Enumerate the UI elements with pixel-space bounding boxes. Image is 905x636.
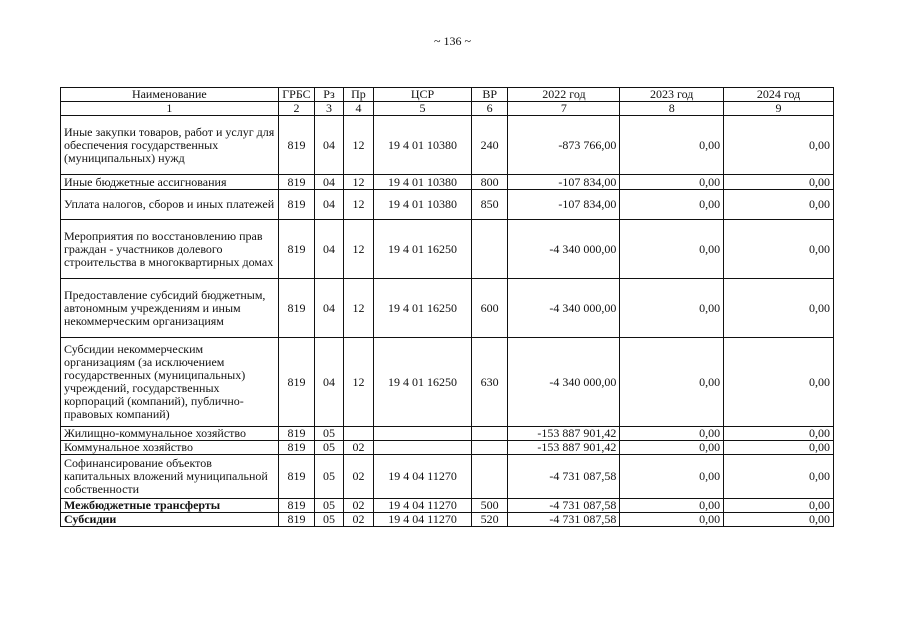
column-header: 2023 год [620, 88, 724, 102]
vr-cell [471, 455, 508, 499]
pr-cell: 12 [343, 279, 374, 338]
grbs-cell: 819 [278, 441, 315, 455]
grbs-cell: 819 [278, 513, 315, 527]
rz-cell: 05 [315, 513, 343, 527]
pr-cell: 12 [343, 116, 374, 175]
amount-2024-cell: 0,00 [724, 455, 834, 499]
row-name: Жилищно-коммунальное хозяйство [61, 427, 279, 441]
grbs-cell: 819 [278, 116, 315, 175]
pr-cell: 02 [343, 499, 374, 513]
amount-2024-cell: 0,00 [724, 279, 834, 338]
amount-2023-cell: 0,00 [620, 338, 724, 427]
amount-2024-cell: 0,00 [724, 513, 834, 527]
column-header: Наименование [61, 88, 279, 102]
csr-cell [374, 427, 472, 441]
amount-2022-cell: -4 340 000,00 [508, 220, 620, 279]
column-number: 1 [61, 102, 279, 116]
row-name: Софинансирование объектов капитальных вложений муниципальной собственности [61, 455, 279, 499]
vr-cell [471, 441, 508, 455]
amount-2023-cell: 0,00 [620, 190, 724, 220]
row-name: Иные бюджетные ассигнования [61, 175, 279, 190]
amount-2023-cell: 0,00 [620, 513, 724, 527]
grbs-cell: 819 [278, 190, 315, 220]
vr-cell: 240 [471, 116, 508, 175]
table-row [61, 499, 834, 513]
csr-cell: 19 4 01 16250 [374, 220, 472, 279]
pr-cell: 12 [343, 175, 374, 190]
grbs-cell: 819 [278, 279, 315, 338]
table-row [61, 279, 834, 338]
column-header: Рз [315, 88, 343, 102]
column-number: 8 [620, 102, 724, 116]
column-number: 3 [315, 102, 343, 116]
vr-cell: 500 [471, 499, 508, 513]
vr-cell: 850 [471, 190, 508, 220]
column-number: 9 [724, 102, 834, 116]
pr-cell: 12 [343, 190, 374, 220]
amount-2023-cell: 0,00 [620, 220, 724, 279]
column-header: ЦСР [374, 88, 472, 102]
table-row [61, 513, 834, 527]
amount-2022-cell: -107 834,00 [508, 175, 620, 190]
vr-cell: 800 [471, 175, 508, 190]
table-row [61, 338, 834, 427]
grbs-cell: 819 [278, 499, 315, 513]
vr-cell: 630 [471, 338, 508, 427]
rz-cell: 04 [315, 190, 343, 220]
csr-cell [374, 441, 472, 455]
amount-2023-cell: 0,00 [620, 116, 724, 175]
pr-cell: 12 [343, 220, 374, 279]
pr-cell [343, 427, 374, 441]
amount-2022-cell: -4 731 087,58 [508, 513, 620, 527]
column-number: 5 [374, 102, 472, 116]
column-number: 6 [471, 102, 508, 116]
vr-cell: 600 [471, 279, 508, 338]
csr-cell: 19 4 01 10380 [374, 190, 472, 220]
column-header: ВР [471, 88, 508, 102]
vr-cell [471, 427, 508, 441]
page-number: ~ 136 ~ [434, 34, 471, 48]
pr-cell: 02 [343, 441, 374, 455]
budget-table [60, 87, 834, 527]
column-header: 2022 год [508, 88, 620, 102]
csr-cell: 19 4 01 10380 [374, 175, 472, 190]
amount-2023-cell: 0,00 [620, 279, 724, 338]
rz-cell: 04 [315, 175, 343, 190]
amount-2024-cell: 0,00 [724, 190, 834, 220]
amount-2024-cell: 0,00 [724, 116, 834, 175]
row-name: Субсидии [61, 513, 279, 527]
rz-cell: 04 [315, 338, 343, 427]
column-number: 7 [508, 102, 620, 116]
rz-cell: 04 [315, 220, 343, 279]
row-name: Уплата налогов, сборов и иных платежей [61, 190, 279, 220]
amount-2022-cell: -873 766,00 [508, 116, 620, 175]
row-name: Иные закупки товаров, работ и услуг для обеспечения государственных (муниципальных) нужд [61, 116, 279, 175]
pr-cell: 02 [343, 513, 374, 527]
amount-2024-cell: 0,00 [724, 499, 834, 513]
table-row [61, 441, 834, 455]
vr-cell [471, 220, 508, 279]
amount-2022-cell: -4 340 000,00 [508, 279, 620, 338]
amount-2022-cell: -4 340 000,00 [508, 338, 620, 427]
grbs-cell: 819 [278, 427, 315, 441]
grbs-cell: 819 [278, 338, 315, 427]
amount-2024-cell: 0,00 [724, 427, 834, 441]
column-header: ГРБС [278, 88, 315, 102]
row-name: Межбюджетные трансферты [61, 499, 279, 513]
row-name: Субсидии некоммерческим организациям (за исключением государственных (муниципальных) учреждений, государственных корпораций (компаний), публично-правовых компаний) [61, 338, 279, 427]
column-header: Пр [343, 88, 374, 102]
table-row [61, 190, 834, 220]
header-row [61, 88, 834, 102]
amount-2024-cell: 0,00 [724, 175, 834, 190]
row-name: Мероприятия по восстановлению прав граждан - участников долевого строительства в многоквартирных домах [61, 220, 279, 279]
rz-cell: 05 [315, 427, 343, 441]
column-number: 2 [278, 102, 315, 116]
amount-2022-cell: -153 887 901,42 [508, 427, 620, 441]
rz-cell: 05 [315, 499, 343, 513]
row-name: Предоставление субсидий бюджетным, автономным учреждениям и иным некоммерческим организациям [61, 279, 279, 338]
vr-cell: 520 [471, 513, 508, 527]
amount-2023-cell: 0,00 [620, 455, 724, 499]
pr-cell: 12 [343, 338, 374, 427]
table-row [61, 455, 834, 499]
rz-cell: 05 [315, 455, 343, 499]
grbs-cell: 819 [278, 220, 315, 279]
amount-2023-cell: 0,00 [620, 441, 724, 455]
rz-cell: 04 [315, 116, 343, 175]
amount-2024-cell: 0,00 [724, 220, 834, 279]
csr-cell: 19 4 04 11270 [374, 455, 472, 499]
table-row [61, 175, 834, 190]
table-row [61, 427, 834, 441]
amount-2022-cell: -107 834,00 [508, 190, 620, 220]
rz-cell: 05 [315, 441, 343, 455]
amount-2023-cell: 0,00 [620, 175, 724, 190]
amount-2022-cell: -153 887 901,42 [508, 441, 620, 455]
amount-2023-cell: 0,00 [620, 499, 724, 513]
amount-2024-cell: 0,00 [724, 338, 834, 427]
csr-cell: 19 4 01 16250 [374, 279, 472, 338]
csr-cell: 19 4 04 11270 [374, 513, 472, 527]
amount-2023-cell: 0,00 [620, 427, 724, 441]
csr-cell: 19 4 01 16250 [374, 338, 472, 427]
csr-cell: 19 4 01 10380 [374, 116, 472, 175]
pr-cell: 02 [343, 455, 374, 499]
column-number: 4 [343, 102, 374, 116]
amount-2022-cell: -4 731 087,58 [508, 455, 620, 499]
csr-cell: 19 4 04 11270 [374, 499, 472, 513]
grbs-cell: 819 [278, 175, 315, 190]
column-number-row [61, 102, 834, 116]
amount-2024-cell: 0,00 [724, 441, 834, 455]
table-row [61, 116, 834, 175]
grbs-cell: 819 [278, 455, 315, 499]
rz-cell: 04 [315, 279, 343, 338]
column-header: 2024 год [724, 88, 834, 102]
row-name: Коммунальное хозяйство [61, 441, 279, 455]
amount-2022-cell: -4 731 087,58 [508, 499, 620, 513]
table-row [61, 220, 834, 279]
